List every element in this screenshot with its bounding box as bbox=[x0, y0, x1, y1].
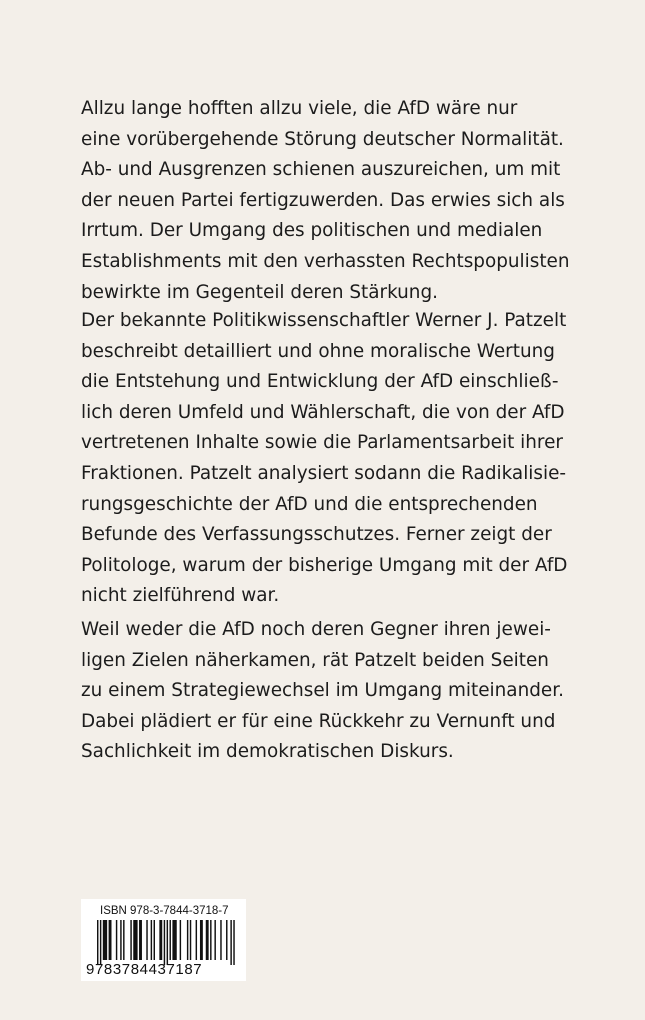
blurb-paragraph-3 bbox=[81, 615, 581, 768]
barcode-bar bbox=[130, 920, 131, 960]
barcode-bar bbox=[133, 920, 137, 960]
text-line: lich deren Umfeld und Wählerschaft, die von der AfD bbox=[81, 401, 565, 423]
barcode-bar bbox=[226, 920, 227, 960]
barcode-bar bbox=[151, 920, 152, 960]
text-line: beschreibt detailliert und ohne moralische Wertung bbox=[81, 340, 555, 362]
barcode-bar bbox=[146, 920, 147, 960]
text-line: Dabei plädiert er für eine Rückkehr zu Vernunft und bbox=[81, 710, 556, 732]
barcode-bar bbox=[190, 920, 191, 960]
barcode-bar bbox=[159, 920, 162, 960]
text-line: Establishments mit den verhassten Rechtspopulisten bbox=[81, 250, 570, 272]
text-line: vertretenen Inhalte sowie die Parlamentsarbeit ihrer bbox=[81, 432, 563, 454]
barcode-guard-bar bbox=[230, 920, 231, 965]
text-line: Ab- und Ausgrenzen schienen auszureichen, um mit bbox=[81, 159, 561, 181]
barcode-bar bbox=[139, 920, 142, 960]
isbn-label: ISBN 978-3-7844-3718-7 bbox=[100, 905, 229, 917]
text-line: Sachlichkeit im demokratischen Diskurs. bbox=[81, 741, 454, 763]
barcode-guard-bar bbox=[97, 920, 98, 965]
blurb-paragraph-2 bbox=[81, 306, 581, 612]
text-line: die Entstehung und Entwicklung der AfD einschließ- bbox=[81, 371, 559, 393]
barcode-bar bbox=[172, 920, 176, 960]
isbn-barcode bbox=[81, 899, 246, 981]
barcode-bar bbox=[116, 920, 117, 960]
barcode-bar bbox=[206, 920, 209, 960]
text-line: Der bekannte Politikwissenschaftler Werner J. Patzelt bbox=[81, 310, 567, 331]
barcode-guard-bar bbox=[100, 920, 101, 965]
text-line: Fraktionen. Patzelt analysiert sodann die Radikalisie- bbox=[81, 462, 567, 484]
barcode-bar bbox=[123, 920, 124, 960]
barcode-bar bbox=[210, 920, 211, 960]
text-line: rungsgeschichte der AfD und die entsprechenden bbox=[81, 493, 538, 515]
barcode-bar bbox=[214, 920, 215, 960]
barcode-bar bbox=[187, 920, 188, 960]
barcode-bar bbox=[170, 920, 171, 960]
barcode-bar bbox=[180, 920, 181, 960]
text-line: der neuen Partei fertigzuwerden. Das erwies sich als bbox=[81, 189, 565, 211]
barcode-bar bbox=[103, 920, 107, 960]
barcode-guard-bar bbox=[233, 920, 234, 965]
text-line: ligen Zielen näherkamen, rät Patzelt beiden Seiten bbox=[81, 649, 549, 671]
barcode-guard-bar bbox=[164, 920, 165, 965]
text-line: zu einem Strategiewechsel im Umgang miteinander. bbox=[81, 680, 564, 702]
barcode-bar bbox=[220, 920, 221, 960]
text-line: Irrtum. Der Umgang des politischen und medialen bbox=[81, 220, 543, 242]
text-line: Weil weder die AfD noch deren Gegner ihren jewei- bbox=[81, 619, 551, 640]
ean-digits: 9783784437187 bbox=[86, 961, 203, 978]
barcode-bar bbox=[120, 920, 121, 960]
barcode-bar bbox=[196, 920, 197, 960]
blurb-paragraph-1 bbox=[81, 94, 581, 308]
text-line: bewirkte im Gegenteil deren Stärkung. bbox=[81, 281, 438, 303]
barcode-bar bbox=[154, 920, 155, 960]
barcode-bar bbox=[200, 920, 203, 960]
barcode-bar bbox=[109, 920, 112, 960]
barcode-guard-bar bbox=[167, 920, 168, 965]
text-line: Allzu lange hofften allzu viele, die AfD wäre nur bbox=[81, 98, 518, 119]
text-line: nicht zielführend war. bbox=[81, 585, 280, 607]
text-line: eine vorübergehende Störung deutscher Normalität. bbox=[81, 128, 564, 150]
text-line: Politologe, warum der bisherige Umgang mit der AfD bbox=[81, 554, 568, 576]
text-line: Befunde des Verfassungsschutzes. Ferner zeigt der bbox=[81, 524, 552, 546]
